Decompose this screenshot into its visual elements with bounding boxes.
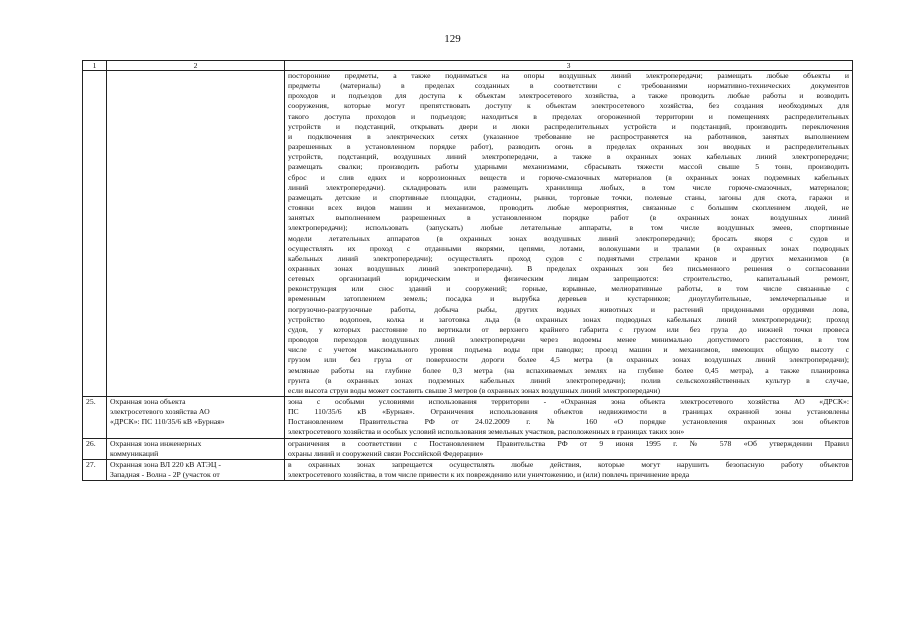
restrictions-text — [285, 438, 853, 459]
restrictions-line: устройство водопоев, колка и заготовка льда (в охранных зонах подводных кабельных линий электропередачи); проход — [288, 314, 849, 324]
restrictions-line: в охранных зонах запрещается осуществлять любые действия, которые могут нарушить безопасную работу объектов — [288, 459, 849, 469]
restrictions-line: грунта (в охранных зонах подземных кабельных линий электропередачи); полив сельскохозяйственных культур в случае, — [288, 375, 849, 385]
zone-name-line: Охранная зона ВЛ 220 кВ АТЭЦ - — [110, 459, 221, 469]
table-header-row — [83, 61, 853, 71]
restrictions-line: устройств и подстанций, открывать двери и люки распределительных устройств и подстанций, производить переключения — [288, 121, 849, 131]
column-header-1: 1 — [83, 61, 107, 71]
zone-name-line: электросетевого хозяйства АО — [110, 407, 210, 417]
row-number: 27. — [83, 459, 107, 480]
row-number: 26. — [83, 438, 107, 459]
restrictions-line: и подключения в электрических сетях (указанное требование не распространяется на работников, занятых выполнением — [288, 131, 849, 141]
restrictions-line: такого доступа проходов и подъездов; находиться в пределах огороженной территории и помещениях распределительных — [288, 111, 849, 121]
zone-name-line: Западная - Волна - 2Р (участок от — [110, 470, 220, 480]
table-row — [83, 397, 853, 439]
row-number: 25. — [83, 397, 107, 439]
restrictions-line: разрешенных в установленном порядке работ), разводить огонь в пределах охранных зон вводных и распределительных — [288, 142, 849, 152]
zone-name-line: Охранная зона инженерных — [110, 438, 202, 448]
restrictions-line: грузом или без груза от поверхности дороги более 4,5 метра (в охранных зонах воздушных линий электропередачи); — [288, 355, 849, 365]
restrictions-line: погрузочно-разгрузочные работы, добыча рыбы, других водных животных и растений придонными орудиями лова, — [288, 304, 849, 314]
zone-name — [107, 459, 285, 480]
column-header-2: 2 — [107, 61, 285, 71]
restrictions-line: судов, у которых расстояние по вертикали от верхнего крайнего габарита с грузом или без груза до нижней точки провеса — [288, 324, 849, 334]
restrictions-line: кабельных линий электропередачи); осуществлять проход судов с поднятыми стрелами кранов и других механизмов (в — [288, 253, 849, 263]
restrictions-line: модели летательных аппаратов (в охранных зонах воздушных линий электропередачи); бросать якоря с судов и — [288, 233, 849, 243]
restrictions-line: числе с учетом максимального уровня подъема воды при паводке; проезд машин и механизмов, имеющих общую высоту с — [288, 345, 849, 355]
table-row — [83, 438, 853, 459]
restrictions-line: предметы (материалы) в пределах созданных в соответствии с требованиями нормативно-технических документов — [288, 81, 849, 91]
restrictions-text — [285, 397, 853, 439]
restrictions-line: стоянки всех видов машин и механизмов, проводить любые мероприятия, связанные с большим скоплением людей, не — [288, 203, 849, 213]
restrictions-text — [285, 459, 853, 480]
restrictions-line: электросетевого хозяйства, в том числе привести к их повреждению или уничтожению, и (или) повлечь причинение вреда — [288, 470, 690, 480]
table-row — [83, 71, 853, 397]
zone-name — [107, 438, 285, 459]
restrictions-line: ограничения в соответствии с Постановлением Правительства РФ от 9 июня 1995 г. № 578 «Об утверждении Правил — [288, 438, 849, 448]
restrictions-line: охраны линий и сооружений связи Российской Федерации» — [288, 448, 484, 458]
zone-name — [107, 397, 285, 439]
zones-table — [82, 60, 853, 481]
restrictions-line: зона с особыми условиями использования территории - «Охранная зона объекта электросетевого хозяйства АО «ДРСК»: — [288, 397, 849, 406]
restrictions-line: земляные работы на глубине более 0,3 метра (на вспахиваемых землях на глубине более 0,45 метра), а также планировка — [288, 365, 849, 375]
restrictions-line: посторонние предметы, а также подниматься на опоры воздушных линий электропередачи; размещать любые объекты и — [288, 71, 849, 80]
zone-name-line: коммуникаций — [110, 448, 159, 458]
restrictions-line: проходов и подъездов для доступа к объектам электросетевого хозяйства, а также проводить любые работы и возводить — [288, 91, 849, 101]
column-header-3: 3 — [285, 61, 853, 71]
restrictions-line: временным затоплением земель; посадка и вырубка деревьев и кустарников; дноуглубительные, землечерпальные и — [288, 294, 849, 304]
row-number — [83, 71, 107, 397]
restrictions-line: сооружения, которые могут препятствовать доступу к объектам электросетевого хозяйства, без создания необходимых для — [288, 101, 849, 111]
restrictions-line: размещать детские и спортивные площадки, стадионы, рынки, торговые точки, полевые станы, загоны для скота, гаражи и — [288, 192, 849, 202]
restrictions-line: электросетевого хозяйства и особых условий использования земельных участков, расположенных в границах таких зон» — [288, 427, 685, 437]
restrictions-line: осуществлять их проход с отданными якорями, цепями, лотами, волокушами и тралами (в охранных зонах подводных — [288, 243, 849, 253]
zone-name — [107, 71, 285, 397]
restrictions-line: ПС 110/35/6 кВ «Бурная». Ограничения использования объектов недвижимости в границах охранной зоны установлены — [288, 407, 849, 417]
restrictions-line: сетевых организаций юридическим и физическим лицам запрещаются: строительство, капитальный ремонт, — [288, 274, 849, 284]
restrictions-line: проводов переходов воздушных линий электропередачи через водоемы менее минимально допустимого расстояния, в том — [288, 335, 849, 345]
restrictions-line: сброс и слив едких и коррозионных веществ и горюче-смазочных материалов (в охранных зонах подземных кабельных — [288, 172, 849, 182]
restrictions-line: Постановлением Правительства РФ от 24.02.2009 г. № 160 «О порядке установления охранных зон объектов — [288, 417, 849, 427]
restrictions-line: реконструкция или снос зданий и сооружений; горные, взрывные, мелиоративные работы, в том числе связанные с — [288, 284, 849, 294]
zone-name-line: Охранная зона объекта — [110, 397, 186, 406]
restrictions-line: электропередачи); использовать (запускать) любые летательные аппараты, в том числе воздушных змеев, спортивные — [288, 223, 849, 233]
restrictions-line: устройств, подстанций, воздушных линий электропередачи, а также в охранных зонах кабельных линий электропередачи; — [288, 152, 849, 162]
page-number: 129 — [444, 33, 461, 45]
table-row — [83, 459, 853, 480]
restrictions-line: охранных зонах воздушных линий электропередачи). В пределах охранных зон без письменного решения о согласовании — [288, 263, 849, 273]
restrictions-line: размещать свалки; производить работы ударными механизмами, сбрасывать тяжести массой свыше 5 тонн, производить — [288, 162, 849, 172]
restrictions-line: если высота струи воды может составить свыше 3 метров (в охранных зонах воздушных линий электропередачи) — [288, 385, 661, 395]
zone-name-line: «ДРСК»: ПС 110/35/6 кВ «Бурная» — [110, 417, 225, 427]
restrictions-line: линий электропередачи). складировать или размещать хранилища любых, в том числе горюче-смазочных, материалов; — [288, 182, 849, 192]
restrictions-text — [285, 71, 853, 397]
restrictions-line: занятых выполнением разрешенных в установленном порядке работ (в охранных зонах воздушных линий — [288, 213, 849, 223]
